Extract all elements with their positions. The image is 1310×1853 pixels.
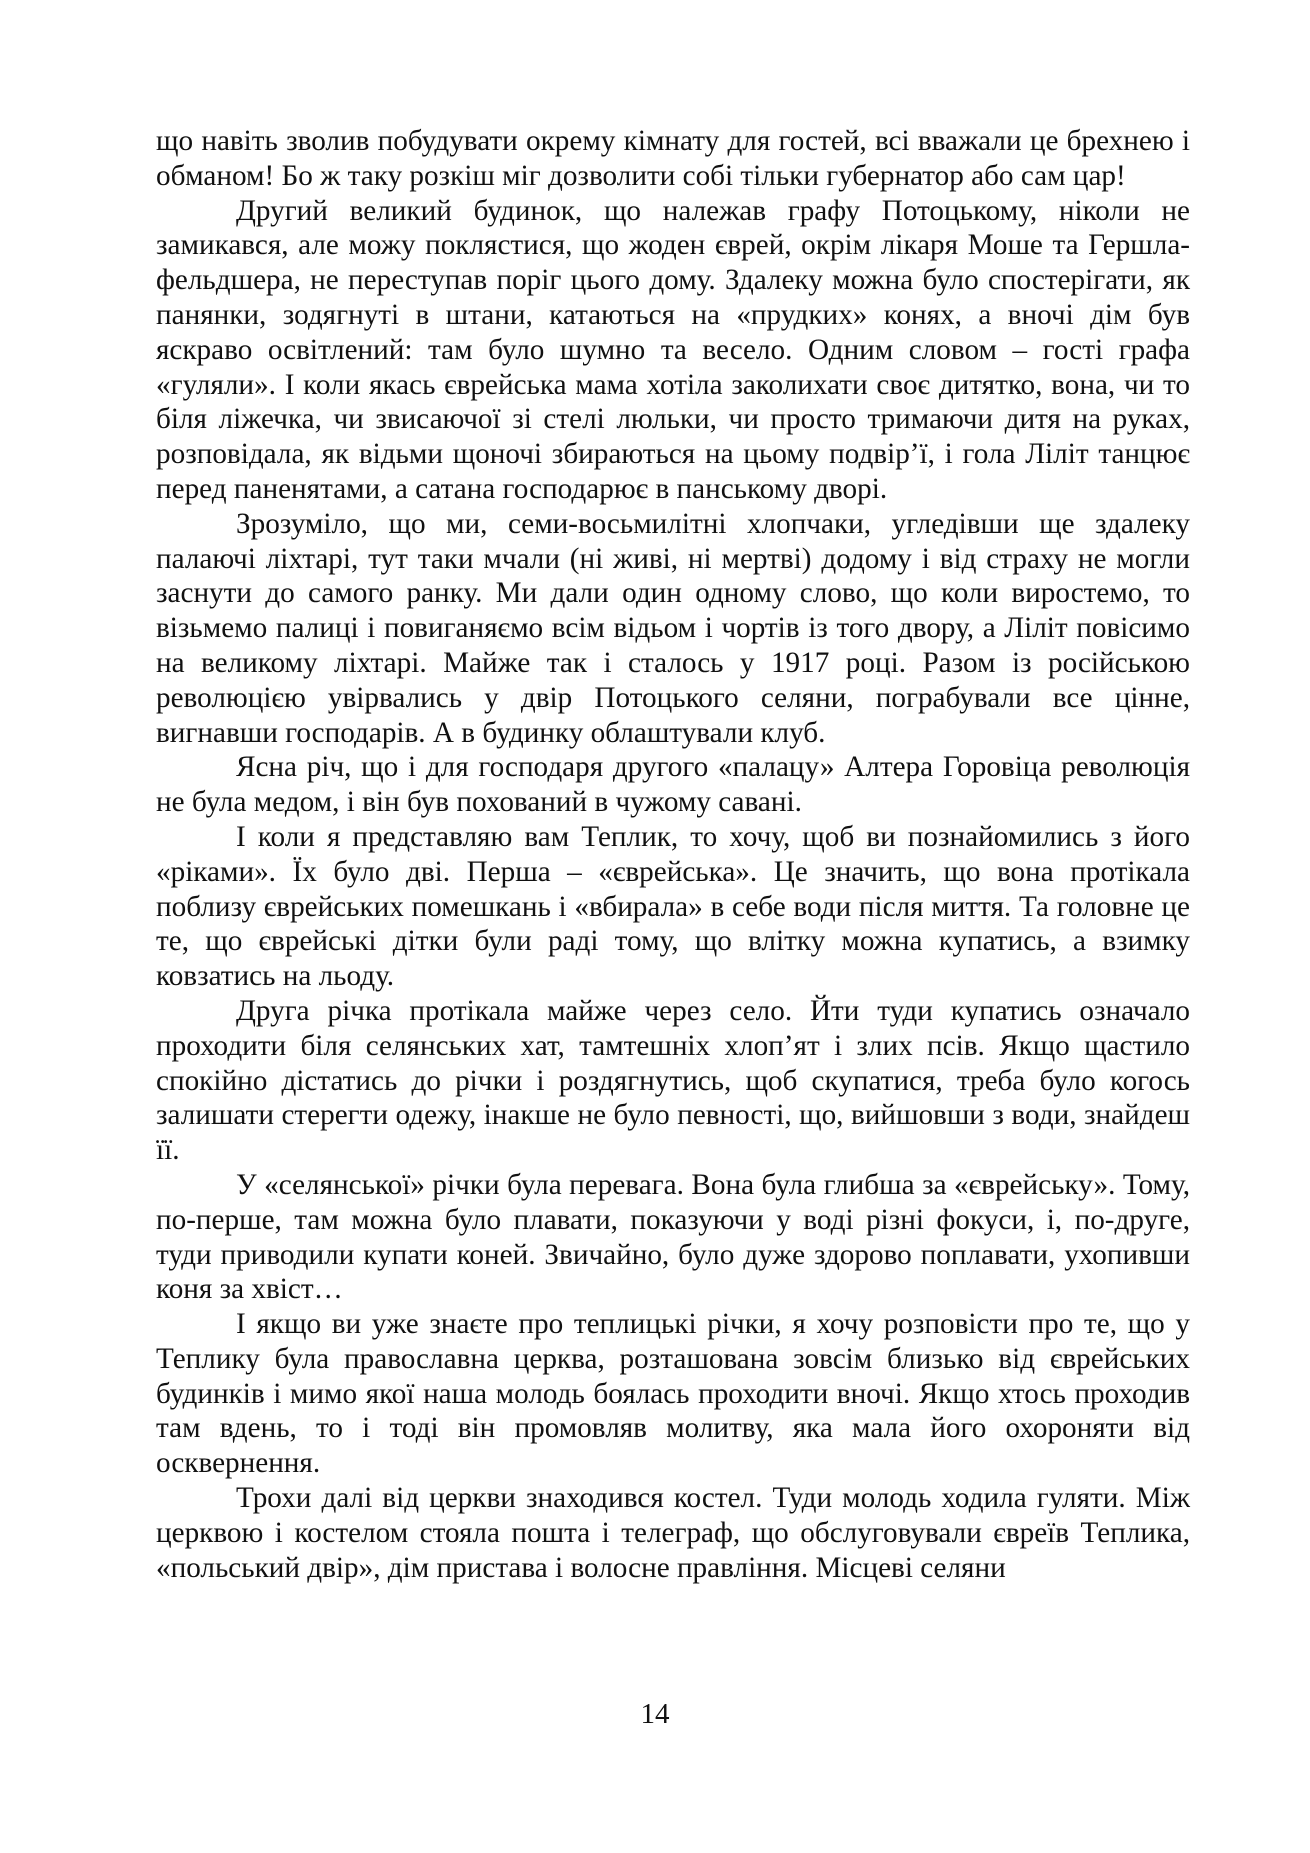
paragraph-5: І коли я представляю вам Теплик, то хочу, щоб ви познайомились з його «ріками». Їх було дві. Перша – «єврейська». Це значить, що вона протікала поблизу єврейських помешкань і «вбирала» в себе води після миття. Та головне це те, що єврейські дітки були раді тому, що влітку можна купатись, а взимку ковзатись на льоду.: [156, 820, 1190, 993]
page-number: 14: [640, 1698, 670, 1730]
paragraph-8: І якщо ви уже знаєте про теплицькі річки, я хочу розповісти про те, що у Теплику була православна церква, розташована зовсім близько від єврейських будинків і мимо якої наша молодь боялась проходити вночі. Якщо хтось проходив там вдень, то і тоді він промовляв молитву, яка мала його охороняти від осквернення.: [156, 1308, 1190, 1480]
paragraph-2: Другий великий будинок, що належав графу Потоцькому, ніколи не замикався, але можу поклястися, що жоден єврей, окрім лікаря Моше та Гершла-фельдшера, не переступав поріг цього дому. Здалеку можна було спостерігати, як панянки, зодягнуті в штани, катаються на «прудких» конях, а вночі дім був яскраво освітлений: там було шумно та весело. Одним словом – гості графа «гуляли». І коли якась єврейська мама хотіла заколихати своє дитятко, вона, чи то біля ліжечка, чи звисаючої зі стелі люльки, чи просто тримаючи дитя на руках, розповідала, як відьми щоночі збираються на цьому подвір’ї, і гола Ліліт танцює перед паненятами, а сатана господарює в панському дворі.: [156, 194, 1190, 505]
paragraph-3: Зрозуміло, що ми, семи-восьмилітні хлопчаки, угледівши ще здалеку палаючі ліхтарі, тут таки мчали (ні живі, ні мертві) додому і від страху не могли заснути до самого ранку. Ми дали один одному слово, що коли виростемо, то візьмемо палиці і повиганяємо всім відьом і чортів із того двору, а Ліліт повісимо на великому ліхтарі. Майже так і сталось у 1917 році. Разом із російською революцією увірвались у двір Потоцького селяни, пограбували все цінне, вигнавши господарів. А в будинку облаштували клуб.: [156, 507, 1190, 749]
body-text: [156, 124, 1190, 1585]
paragraph-7: У «селянської» річки була перевага. Вона була глибша за «єврейську». Тому, по-перше, там можна було плавати, показуючи у воді різні фокуси, і, по-друге, туди приводили купати коней. Звичайно, було дуже здорово поплавати, ухопивши коня за хвіст…: [156, 1168, 1190, 1306]
paragraph-4: Ясна річ, що і для господаря другого «палацу» Алтера Горовіца революція не була медом, і він був похований в чужому савані.: [156, 751, 1190, 819]
paragraph-1: що навіть зволив побудувати окрему кімнату для гостей, всі вважали це брехнею і обманом! Бо ж таку розкіш міг дозволити собі тільки губернатор або сам цар!: [156, 125, 1190, 192]
paragraph-6: Друга річка протікала майже через село. Йти туди купатись означало проходити біля селянських хат, тамтешніх хлоп’ят і злих псів. Якщо щастило спокійно дістатись до річки і роздягнутись, щоб скупатися, треба було когось залишати стерегти одежу, інакше не було певності, що, вийшовши з води, знайдеш її.: [156, 994, 1190, 1167]
paragraph-9: Трохи далі від церкви знаходився костел. Туди молодь ходила гуляти. Між церквою і костелом стояла пошта і телеграф, що обслуговували євреїв Теплика, «польський двір», дім пристава і волосне правління. Місцеві селяни: [156, 1482, 1190, 1584]
